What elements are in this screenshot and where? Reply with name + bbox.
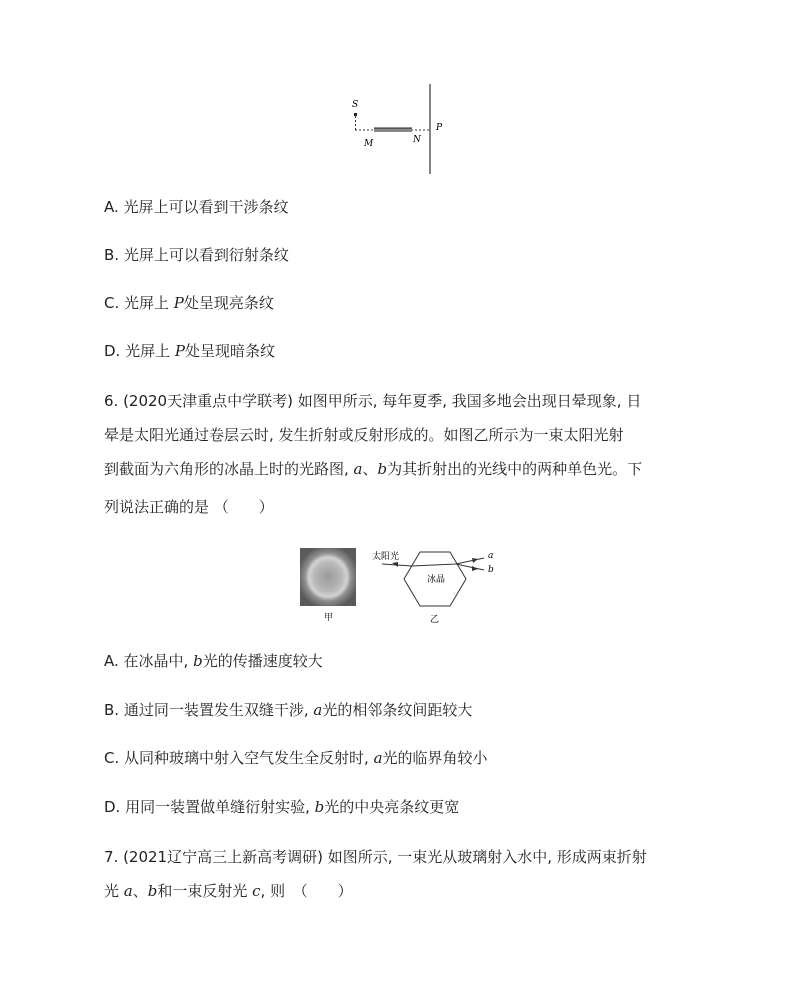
inner-ray [412,564,456,566]
source-point [354,113,357,116]
arrow-a [472,558,478,563]
option-5d-prefix: D. 光屏上 [104,342,175,360]
option-6c-prefix: C. 从同种玻璃中射入空气发生全反射时, [104,749,374,767]
option-6a-var: b [193,652,203,670]
q6-line4: 列说法正确的是 （ ） [104,498,274,516]
q6-line3 [104,458,642,480]
option-5b-text: B. 光屏上可以看到衍射条纹 [104,246,289,264]
option-6a-suffix: 光的传播速度较大 [202,652,323,670]
q6-line1: 6. (2020天津重点中学联考) 如图甲所示, 每年夏季, 我国多地会出现日晕现象, 日 [104,392,642,410]
label-s: S [352,100,359,110]
q7-line2-b: 、 [132,882,148,900]
option-6d-suffix: 光的中央亮条纹更宽 [324,798,460,816]
halo-figure [288,542,508,626]
option-6c [104,747,488,769]
label-m: M [364,139,374,149]
q7-line2-d: , 则 （ ） [260,882,353,900]
option-6b-suffix: 光的相邻条纹间距较大 [322,701,473,719]
option-6a-prefix: A. 在冰晶中, [104,652,194,670]
option-5c [104,292,274,314]
q6-var-b: b [377,460,388,478]
caption-yi: 乙 [430,615,440,625]
option-6a [104,650,323,672]
q7-var-a: a [123,882,133,900]
option-6b [104,699,472,721]
option-6c-suffix: 光的临界角较小 [382,749,488,767]
q7-line2-c: 和一束反射光 [157,882,253,900]
option-6c-var: a [373,749,383,767]
option-6b-prefix: B. 通过同一装置发生双缝干涉, [104,701,314,719]
caption-jia: 甲 [324,613,334,623]
option-5a-text: A. 光屏上可以看到干涉条纹 [104,198,289,216]
q6-var-a: a [353,460,363,478]
option-5c-var: P [173,294,184,312]
label-ice: 冰晶 [427,575,446,585]
mirror-mn [374,128,412,132]
option-5a [104,196,289,218]
option-6d-prefix: D. 用同一装置做单缝衍射实验, [104,798,315,816]
label-n: N [413,135,421,145]
option-6b-var: a [313,701,323,719]
label-a: a [488,551,494,561]
label-sunlight: 太阳光 [372,552,400,562]
option-6d [104,796,459,818]
q7-line1: 7. (2021辽宁高三上新高考调研) 如图所示, 一束光从玻璃射入水中, 形成两束折射 [104,848,647,866]
option-5d [104,340,275,362]
q7-line2-a: 光 [104,882,124,900]
q6-line3-c: 为其折射出的光线中的两种单色光。下 [387,460,643,478]
option-6d-var: b [314,798,325,816]
label-p: P [436,123,443,133]
option-5d-var: P [174,342,185,360]
q6-line2: 晕是太阳光通过卷层云时, 发生折射或反射形成的。如图乙所示为一束太阳光射 [104,426,624,444]
option-5b [104,244,289,266]
q6-line3-b: 、 [362,460,378,478]
ray-a [456,558,484,564]
option-5c-suffix: 处呈现亮条纹 [183,294,274,312]
q7-var-b: b [147,882,158,900]
q7-var-c: c [252,882,261,900]
q6-line3-a: 到截面为六角形的冰晶上时的光路图, [104,460,354,478]
q7-line2 [104,880,353,902]
lloyd-mirror-figure [340,84,450,176]
halo-photo [300,548,356,606]
option-5c-prefix: C. 光屏上 [104,294,174,312]
option-5d-suffix: 处呈现暗条纹 [184,342,275,360]
label-b: b [488,565,494,575]
